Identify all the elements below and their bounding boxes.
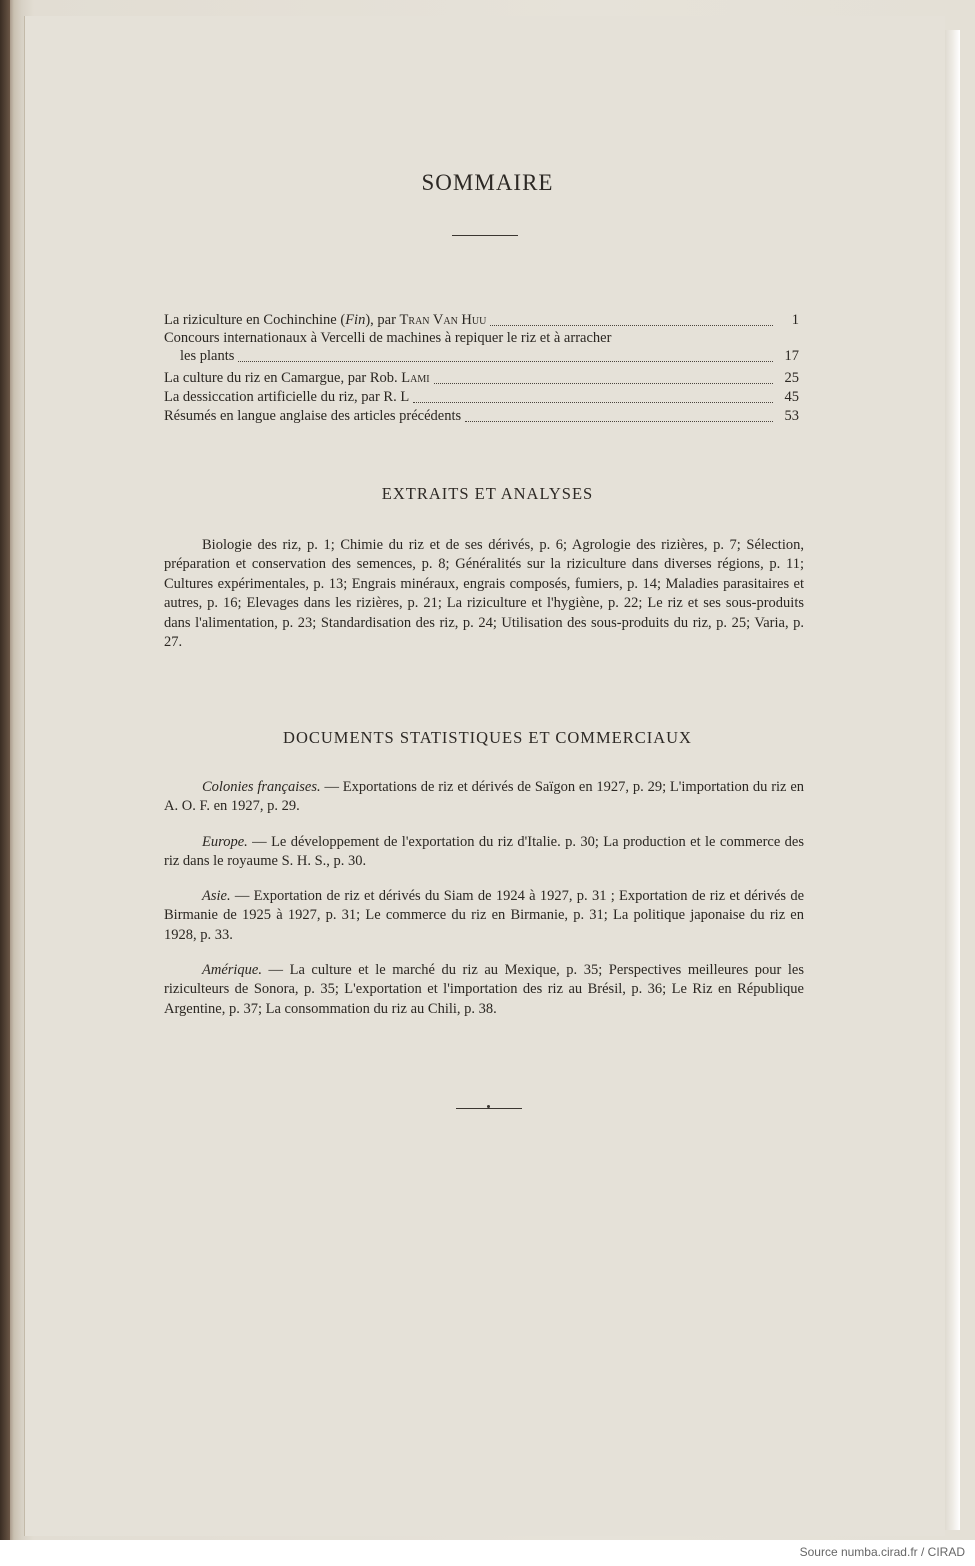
toc-entry-title: La dessiccation artificielle du riz, par R. L <box>164 389 410 405</box>
toc-entry-title: Résumés en langue anglaise des articles précédents <box>164 408 462 424</box>
end-ornament <box>456 1108 522 1109</box>
paragraph-label: Asie. <box>202 888 231 904</box>
toc-page-number: 45 <box>784 389 799 405</box>
title-rule <box>452 235 518 236</box>
section-heading-documents: DOCUMENTS STATISTIQUES ET COMMERCIAUX <box>283 728 692 747</box>
toc-page-number: 1 <box>791 312 799 328</box>
toc-entry-title: Concours internationaux à Vercelli de machines à repiquer le riz et à arracher <box>164 330 612 346</box>
paragraph-text: — La culture et le marché du riz au Mexique, p. 35; Perspectives meilleures pour les riziculteurs de Sonora, p. 35; L'exportation et l'importation des riz au Brésil, p. 36; Le Riz en République Argentine, p. 37; La consommation du riz au Chili, p. 38. <box>164 962 804 1017</box>
extraits-paragraph: Biologie des riz, p. 1; Chimie du riz et de ses dérivés, p. 6; Agrologie des rizières, p. 7; Sélection, préparation et conservation des semences, p. 8; Généralités sur la riziculture dans diverses régions, p. 11; Cultures expérimentales, p. 13; Engrais minéraux, engrais composés, fumiers, p. 14; Maladies parasitaires et autres, p. 16; Elevages dans les rizières, p. 21; La riziculture et l'hygiène, p. 22; Le riz et ses sous-produits dans l'alimentation, p. 23; Standardisation des riz, p. 24; Utilisation des sous-produits du riz, p. 25; Varia, p. 27. <box>164 537 804 651</box>
paragraph-text: — Le développement de l'exportation du riz d'Italie. p. 30; La production et le commerce des riz dans le royaume S. H. S., p. 30. <box>164 834 804 870</box>
paragraph-text: — Exportation de riz et dérivés du Siam de 1924 à 1927, p. 31 ; Exportation de riz et dérivés de Birmanie de 1925 à 1927, p. 31; Le commerce du riz en Birmanie, p. 31; La politique japonaise du riz en 1928, p. 33. <box>164 888 804 943</box>
paragraph-label: Europe. <box>202 834 248 850</box>
paragraph-label: Amérique. <box>202 962 262 978</box>
toc-entry-title: ), par <box>365 312 400 328</box>
page-title: SOMMAIRE <box>421 170 554 195</box>
toc-page-number: 53 <box>784 408 799 424</box>
toc-entry-author: Lami <box>401 370 430 386</box>
toc-entry <box>164 312 799 332</box>
toc-entry <box>180 348 799 368</box>
paragraph-label: Colonies françaises. <box>202 779 321 795</box>
documents-paragraph-amerique <box>164 961 804 1019</box>
documents-paragraph-europe <box>164 833 804 872</box>
toc-entry-title: La culture du riz en Camargue, par Rob. <box>164 370 402 386</box>
toc-entry-title: les plants <box>180 348 235 364</box>
toc-entry <box>164 389 799 409</box>
toc-entry-italic: Fin <box>345 312 366 328</box>
toc-entry <box>164 370 799 390</box>
toc-page-number: 25 <box>784 370 799 386</box>
toc-page-number: 17 <box>784 348 799 364</box>
book-binding-edge <box>0 0 10 1540</box>
section-heading-extraits: EXTRAITS ET ANALYSES <box>381 484 594 503</box>
leader-dots <box>238 361 773 362</box>
toc-entry-author: Tran Van Huu <box>399 312 487 328</box>
documents-paragraph-asie <box>164 887 804 945</box>
toc-entry-title: La riziculture en Cochinchine ( <box>164 312 346 328</box>
leader-dots <box>465 421 773 422</box>
leader-dots <box>413 402 773 403</box>
source-credit[interactable]: Source numba.cirad.fr / CIRAD <box>799 1545 965 1559</box>
leader-dots <box>490 325 773 326</box>
leader-dots <box>434 383 773 384</box>
documents-paragraph-colonies <box>164 778 804 817</box>
end-ornament-dot <box>487 1105 490 1108</box>
paragraph-text: — Exportations de riz et dérivés de Saïgon en 1927, p. 29; L'importation du riz en A. O. F. en 1927, p. 29. <box>164 779 805 815</box>
document-page <box>24 16 945 1536</box>
toc-entry <box>164 408 799 428</box>
